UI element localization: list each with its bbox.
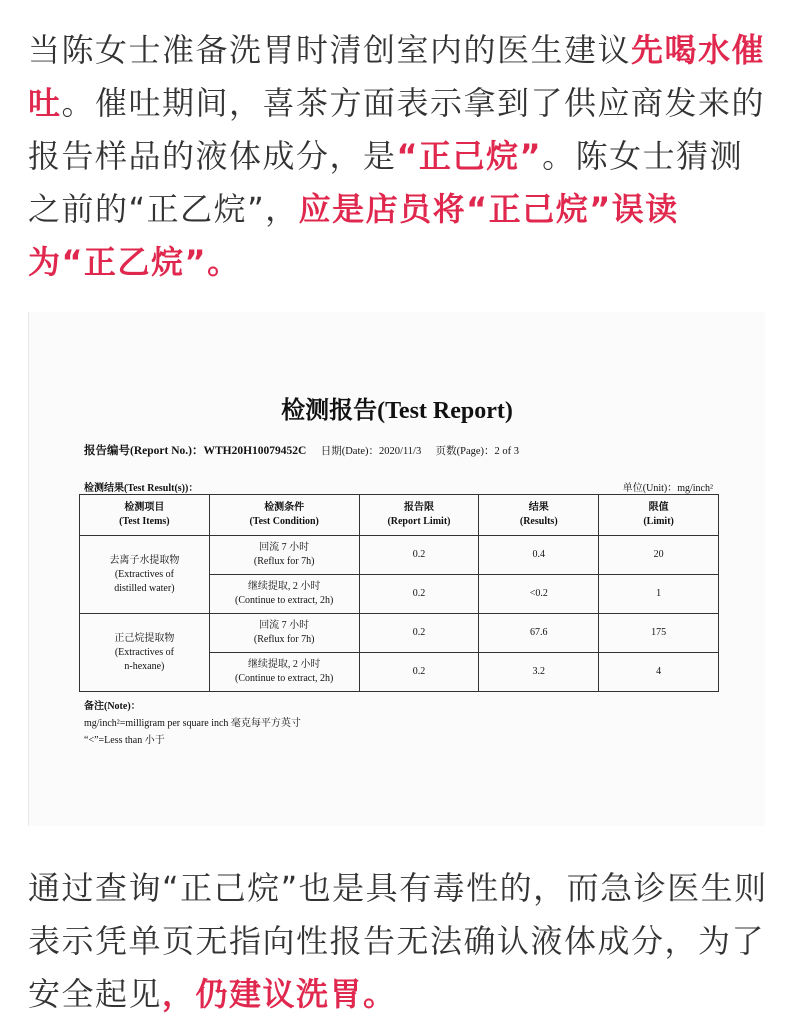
header-report-limit: 报告限 (Report Limit)	[359, 495, 479, 536]
para2-highlight-1: ，仍建议洗胃	[162, 975, 364, 1013]
article-paragraph-1	[28, 24, 768, 289]
header-results: 结果 (Results)	[479, 495, 599, 536]
result-cell: 0.4	[479, 536, 599, 575]
para1-text-4: 。	[207, 243, 241, 281]
para1-text-1: 当陈女士准备洗胃时清创室内的医生建议	[28, 31, 632, 69]
condition-cell: 继续提取, 2 小时 (Continue to extract, 2h)	[209, 653, 359, 692]
table-row	[80, 614, 719, 653]
note-title: 备注(Note)：	[84, 701, 141, 712]
para2-text-2: 。	[363, 975, 397, 1013]
result-cell: 67.6	[479, 614, 599, 653]
para1-text-3: 。陈女士猜测之前的“正乙烷”，	[28, 137, 744, 228]
result-cell: 3.2	[479, 653, 599, 692]
unit-label: 单位(Unit)：mg/inch²	[622, 483, 713, 494]
header-limit: 限值 (Limit)	[599, 495, 719, 536]
report-date-label: 日期(Date)：	[320, 446, 380, 457]
test-report-image	[28, 312, 765, 826]
note-line-1: mg/inch²=milligram per square inch 毫克每平方英寸	[84, 718, 301, 729]
report-limit-cell: 0.2	[359, 575, 479, 614]
report-meta	[84, 442, 519, 458]
table-header-row	[80, 495, 719, 536]
condition-cell: 回流 7 小时 (Reflux for 7h)	[209, 614, 359, 653]
note-line-2: “<”=Less than 小于	[84, 735, 165, 746]
test-result-label: 检测结果(Test Result(s))：	[84, 483, 199, 494]
report-limit-cell: 0.2	[359, 653, 479, 692]
report-page-value: 2 of 3	[494, 446, 520, 457]
report-note	[84, 698, 301, 749]
header-test-items: 检测项目 (Test Items)	[80, 495, 210, 536]
para1-text-2: 。催吐期间，喜茶方面表示拿到了供应商发来的报告样品的液体成分，是	[28, 84, 766, 175]
para1-highlight-3: 应是店员将“正己烷”误读为“正乙烷”	[28, 190, 679, 281]
report-page-label: 页数(Page)：	[435, 446, 495, 457]
para1-highlight-1: 先喝水催吐	[28, 31, 766, 122]
condition-cell: 回流 7 小时 (Reflux for 7h)	[209, 536, 359, 575]
article-paragraph-2	[28, 862, 768, 1021]
report-limit-cell: 0.2	[359, 536, 479, 575]
report-date-value: 2020/11/3	[379, 446, 422, 457]
report-limit-cell: 0.2	[359, 614, 479, 653]
header-test-condition: 检测条件 (Test Condition)	[209, 495, 359, 536]
limit-cell: 20	[599, 536, 719, 575]
test-result-table	[79, 494, 719, 692]
item-n-hexane: 正己烷提取物 (Extractives of n-hexane)	[80, 614, 210, 692]
limit-cell: 4	[599, 653, 719, 692]
limit-cell: 175	[599, 614, 719, 653]
condition-cell: 继续提取, 2 小时 (Continue to extract, 2h)	[209, 575, 359, 614]
result-cell: <0.2	[479, 575, 599, 614]
limit-cell: 1	[599, 575, 719, 614]
table-row	[80, 536, 719, 575]
report-no-value: WTH20H10079452C	[203, 445, 307, 457]
item-distilled-water: 去离子水提取物 (Extractives of distilled water)	[80, 536, 210, 614]
para1-highlight-2: “正己烷”	[396, 137, 543, 175]
para2-text-1: 通过查询“正己烷”也是具有毒性的，而急诊医生则表示凭单页无指向性报告无法确认液体成分，为了安全起见	[28, 869, 768, 1013]
report-title: 检测报告(Test Report)	[281, 398, 513, 424]
report-no-label: 报告编号(Report No.)：	[84, 445, 204, 457]
